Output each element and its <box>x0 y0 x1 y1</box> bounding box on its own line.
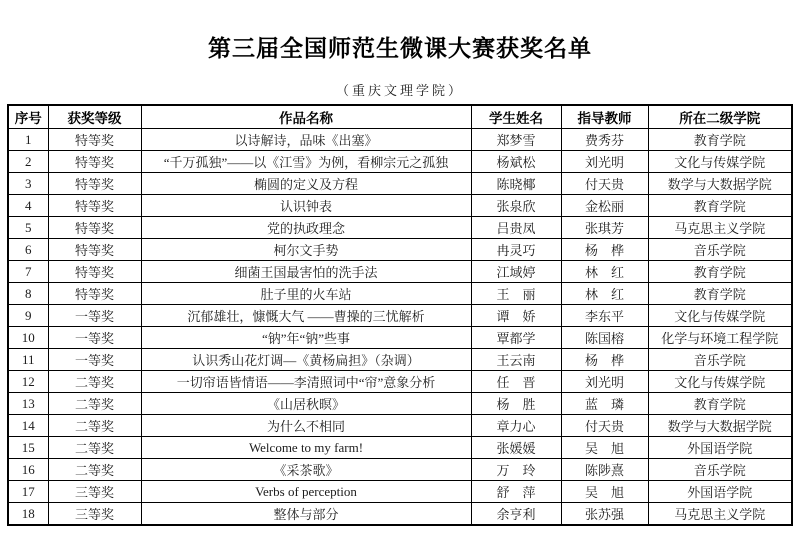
cell-student: 余亨利 <box>471 503 561 526</box>
cell-student: 张媛媛 <box>471 437 561 459</box>
table-row <box>8 261 792 283</box>
cell-award: 二等奖 <box>48 437 141 459</box>
table-row <box>8 393 792 415</box>
cell-award: 一等奖 <box>48 349 141 371</box>
table-row <box>8 217 792 239</box>
cell-college: 文化与传媒学院 <box>648 305 792 327</box>
cell-advisor: 吴 旭 <box>561 437 648 459</box>
cell-no: 9 <box>8 305 48 327</box>
cell-advisor: 刘光明 <box>561 151 648 173</box>
cell-no: 10 <box>8 327 48 349</box>
page-subtitle: （重庆文理学院） <box>335 83 464 98</box>
cell-student: 任 晋 <box>471 371 561 393</box>
cell-no: 12 <box>8 371 48 393</box>
cell-no: 6 <box>8 239 48 261</box>
cell-advisor: 金松丽 <box>561 195 648 217</box>
cell-no: 1 <box>8 129 48 151</box>
cell-no: 14 <box>8 415 48 437</box>
cell-no: 4 <box>8 195 48 217</box>
cell-advisor: 陈陟熹 <box>561 459 648 481</box>
cell-award: 特等奖 <box>48 217 141 239</box>
cell-college: 化学与环境工程学院 <box>648 327 792 349</box>
cell-college: 文化与传媒学院 <box>648 371 792 393</box>
table-row <box>8 195 792 217</box>
cell-award: 特等奖 <box>48 195 141 217</box>
cell-student: 郑梦雪 <box>471 129 561 151</box>
award-table <box>7 104 793 526</box>
cell-college: 音乐学院 <box>648 459 792 481</box>
cell-student: 张泉欣 <box>471 195 561 217</box>
cell-college: 教育学院 <box>648 283 792 305</box>
cell-no: 13 <box>8 393 48 415</box>
table-header-row <box>8 105 792 129</box>
cell-work: 肚子里的火车站 <box>141 283 471 305</box>
cell-advisor: 张苏强 <box>561 503 648 526</box>
page-title: 第三届全国师范生微课大赛获奖名单 <box>208 35 592 61</box>
cell-student: 万 玲 <box>471 459 561 481</box>
cell-no: 17 <box>8 481 48 503</box>
cell-college: 文化与传媒学院 <box>648 151 792 173</box>
cell-advisor: 费秀芬 <box>561 129 648 151</box>
table-body <box>8 129 792 526</box>
cell-work: “钠”年“钠”些事 <box>141 327 471 349</box>
table-row <box>8 283 792 305</box>
cell-work: Verbs of perception <box>141 481 471 503</box>
cell-award: 特等奖 <box>48 283 141 305</box>
col-header-advisor: 指导教师 <box>561 105 648 129</box>
table-row <box>8 327 792 349</box>
table-row <box>8 305 792 327</box>
cell-advisor: 蓝 璘 <box>561 393 648 415</box>
cell-college: 马克思主义学院 <box>648 503 792 526</box>
cell-advisor: 林 红 <box>561 283 648 305</box>
cell-work: 《采茶歌》 <box>141 459 471 481</box>
cell-no: 5 <box>8 217 48 239</box>
table-row <box>8 415 792 437</box>
cell-advisor: 付天贵 <box>561 415 648 437</box>
cell-student: 江域婷 <box>471 261 561 283</box>
cell-no: 15 <box>8 437 48 459</box>
cell-college: 教育学院 <box>648 261 792 283</box>
table-row <box>8 239 792 261</box>
cell-work: 认识钟表 <box>141 195 471 217</box>
col-header-work: 作品名称 <box>141 105 471 129</box>
cell-college: 教育学院 <box>648 393 792 415</box>
cell-work: “千万孤独”——以《江雪》为例，看柳宗元之孤独 <box>141 151 471 173</box>
cell-college: 教育学院 <box>648 129 792 151</box>
cell-college: 数学与大数据学院 <box>648 415 792 437</box>
cell-award: 一等奖 <box>48 327 141 349</box>
cell-award: 二等奖 <box>48 393 141 415</box>
cell-work: 椭圆的定义及方程 <box>141 173 471 195</box>
cell-award: 特等奖 <box>48 239 141 261</box>
cell-no: 16 <box>8 459 48 481</box>
table-row <box>8 503 792 526</box>
table-row <box>8 349 792 371</box>
cell-advisor: 付天贵 <box>561 173 648 195</box>
cell-college: 音乐学院 <box>648 349 792 371</box>
cell-award: 二等奖 <box>48 415 141 437</box>
cell-award: 特等奖 <box>48 151 141 173</box>
table-row <box>8 371 792 393</box>
table-row <box>8 151 792 173</box>
cell-work: 一切帘语皆情语——李清照词中“帘”意象分析 <box>141 371 471 393</box>
cell-work: 以诗解诗，品味《出塞》 <box>141 129 471 151</box>
cell-award: 二等奖 <box>48 459 141 481</box>
cell-work: Welcome to my farm! <box>141 437 471 459</box>
table-row <box>8 437 792 459</box>
cell-college: 外国语学院 <box>648 437 792 459</box>
cell-award: 特等奖 <box>48 173 141 195</box>
cell-student: 杨斌松 <box>471 151 561 173</box>
cell-no: 11 <box>8 349 48 371</box>
cell-award: 特等奖 <box>48 129 141 151</box>
cell-award: 三等奖 <box>48 503 141 526</box>
cell-student: 王云南 <box>471 349 561 371</box>
cell-work: 认识秀山花灯调—《黄杨扁担》（杂调） <box>141 349 471 371</box>
cell-college: 马克思主义学院 <box>648 217 792 239</box>
cell-college: 音乐学院 <box>648 239 792 261</box>
table-row <box>8 129 792 151</box>
col-header-college: 所在二级学院 <box>648 105 792 129</box>
cell-advisor: 张琪芳 <box>561 217 648 239</box>
cell-award: 二等奖 <box>48 371 141 393</box>
cell-award: 三等奖 <box>48 481 141 503</box>
cell-advisor: 陈国榕 <box>561 327 648 349</box>
table-row <box>8 481 792 503</box>
cell-work: 党的执政理念 <box>141 217 471 239</box>
cell-no: 8 <box>8 283 48 305</box>
cell-student: 杨 胜 <box>471 393 561 415</box>
col-header-award: 获奖等级 <box>48 105 141 129</box>
cell-student: 吕贵凤 <box>471 217 561 239</box>
table-row <box>8 459 792 481</box>
cell-student: 陈晓椰 <box>471 173 561 195</box>
cell-work: 沉郁雄壮，慷慨大气 ——曹操的三忧解析 <box>141 305 471 327</box>
cell-award: 特等奖 <box>48 261 141 283</box>
cell-no: 2 <box>8 151 48 173</box>
cell-work: 为什么不相同 <box>141 415 471 437</box>
cell-work: 《山居秋暝》 <box>141 393 471 415</box>
cell-advisor: 李东平 <box>561 305 648 327</box>
cell-student: 谭 娇 <box>471 305 561 327</box>
cell-college: 外国语学院 <box>648 481 792 503</box>
cell-student: 冉灵巧 <box>471 239 561 261</box>
cell-student: 章力心 <box>471 415 561 437</box>
cell-student: 王 丽 <box>471 283 561 305</box>
cell-no: 3 <box>8 173 48 195</box>
cell-student: 舒 萍 <box>471 481 561 503</box>
cell-work: 柯尔文手势 <box>141 239 471 261</box>
cell-work: 整体与部分 <box>141 503 471 526</box>
col-header-student: 学生姓名 <box>471 105 561 129</box>
table-row <box>8 173 792 195</box>
cell-advisor: 杨 桦 <box>561 239 648 261</box>
cell-no: 7 <box>8 261 48 283</box>
cell-college: 教育学院 <box>648 195 792 217</box>
cell-advisor: 吴 旭 <box>561 481 648 503</box>
cell-college: 数学与大数据学院 <box>648 173 792 195</box>
cell-student: 覃都学 <box>471 327 561 349</box>
cell-award: 一等奖 <box>48 305 141 327</box>
cell-advisor: 刘光明 <box>561 371 648 393</box>
cell-advisor: 林 红 <box>561 261 648 283</box>
cell-no: 18 <box>8 503 48 526</box>
col-header-no: 序号 <box>8 105 48 129</box>
cell-work: 细菌王国最害怕的洗手法 <box>141 261 471 283</box>
cell-advisor: 杨 桦 <box>561 349 648 371</box>
